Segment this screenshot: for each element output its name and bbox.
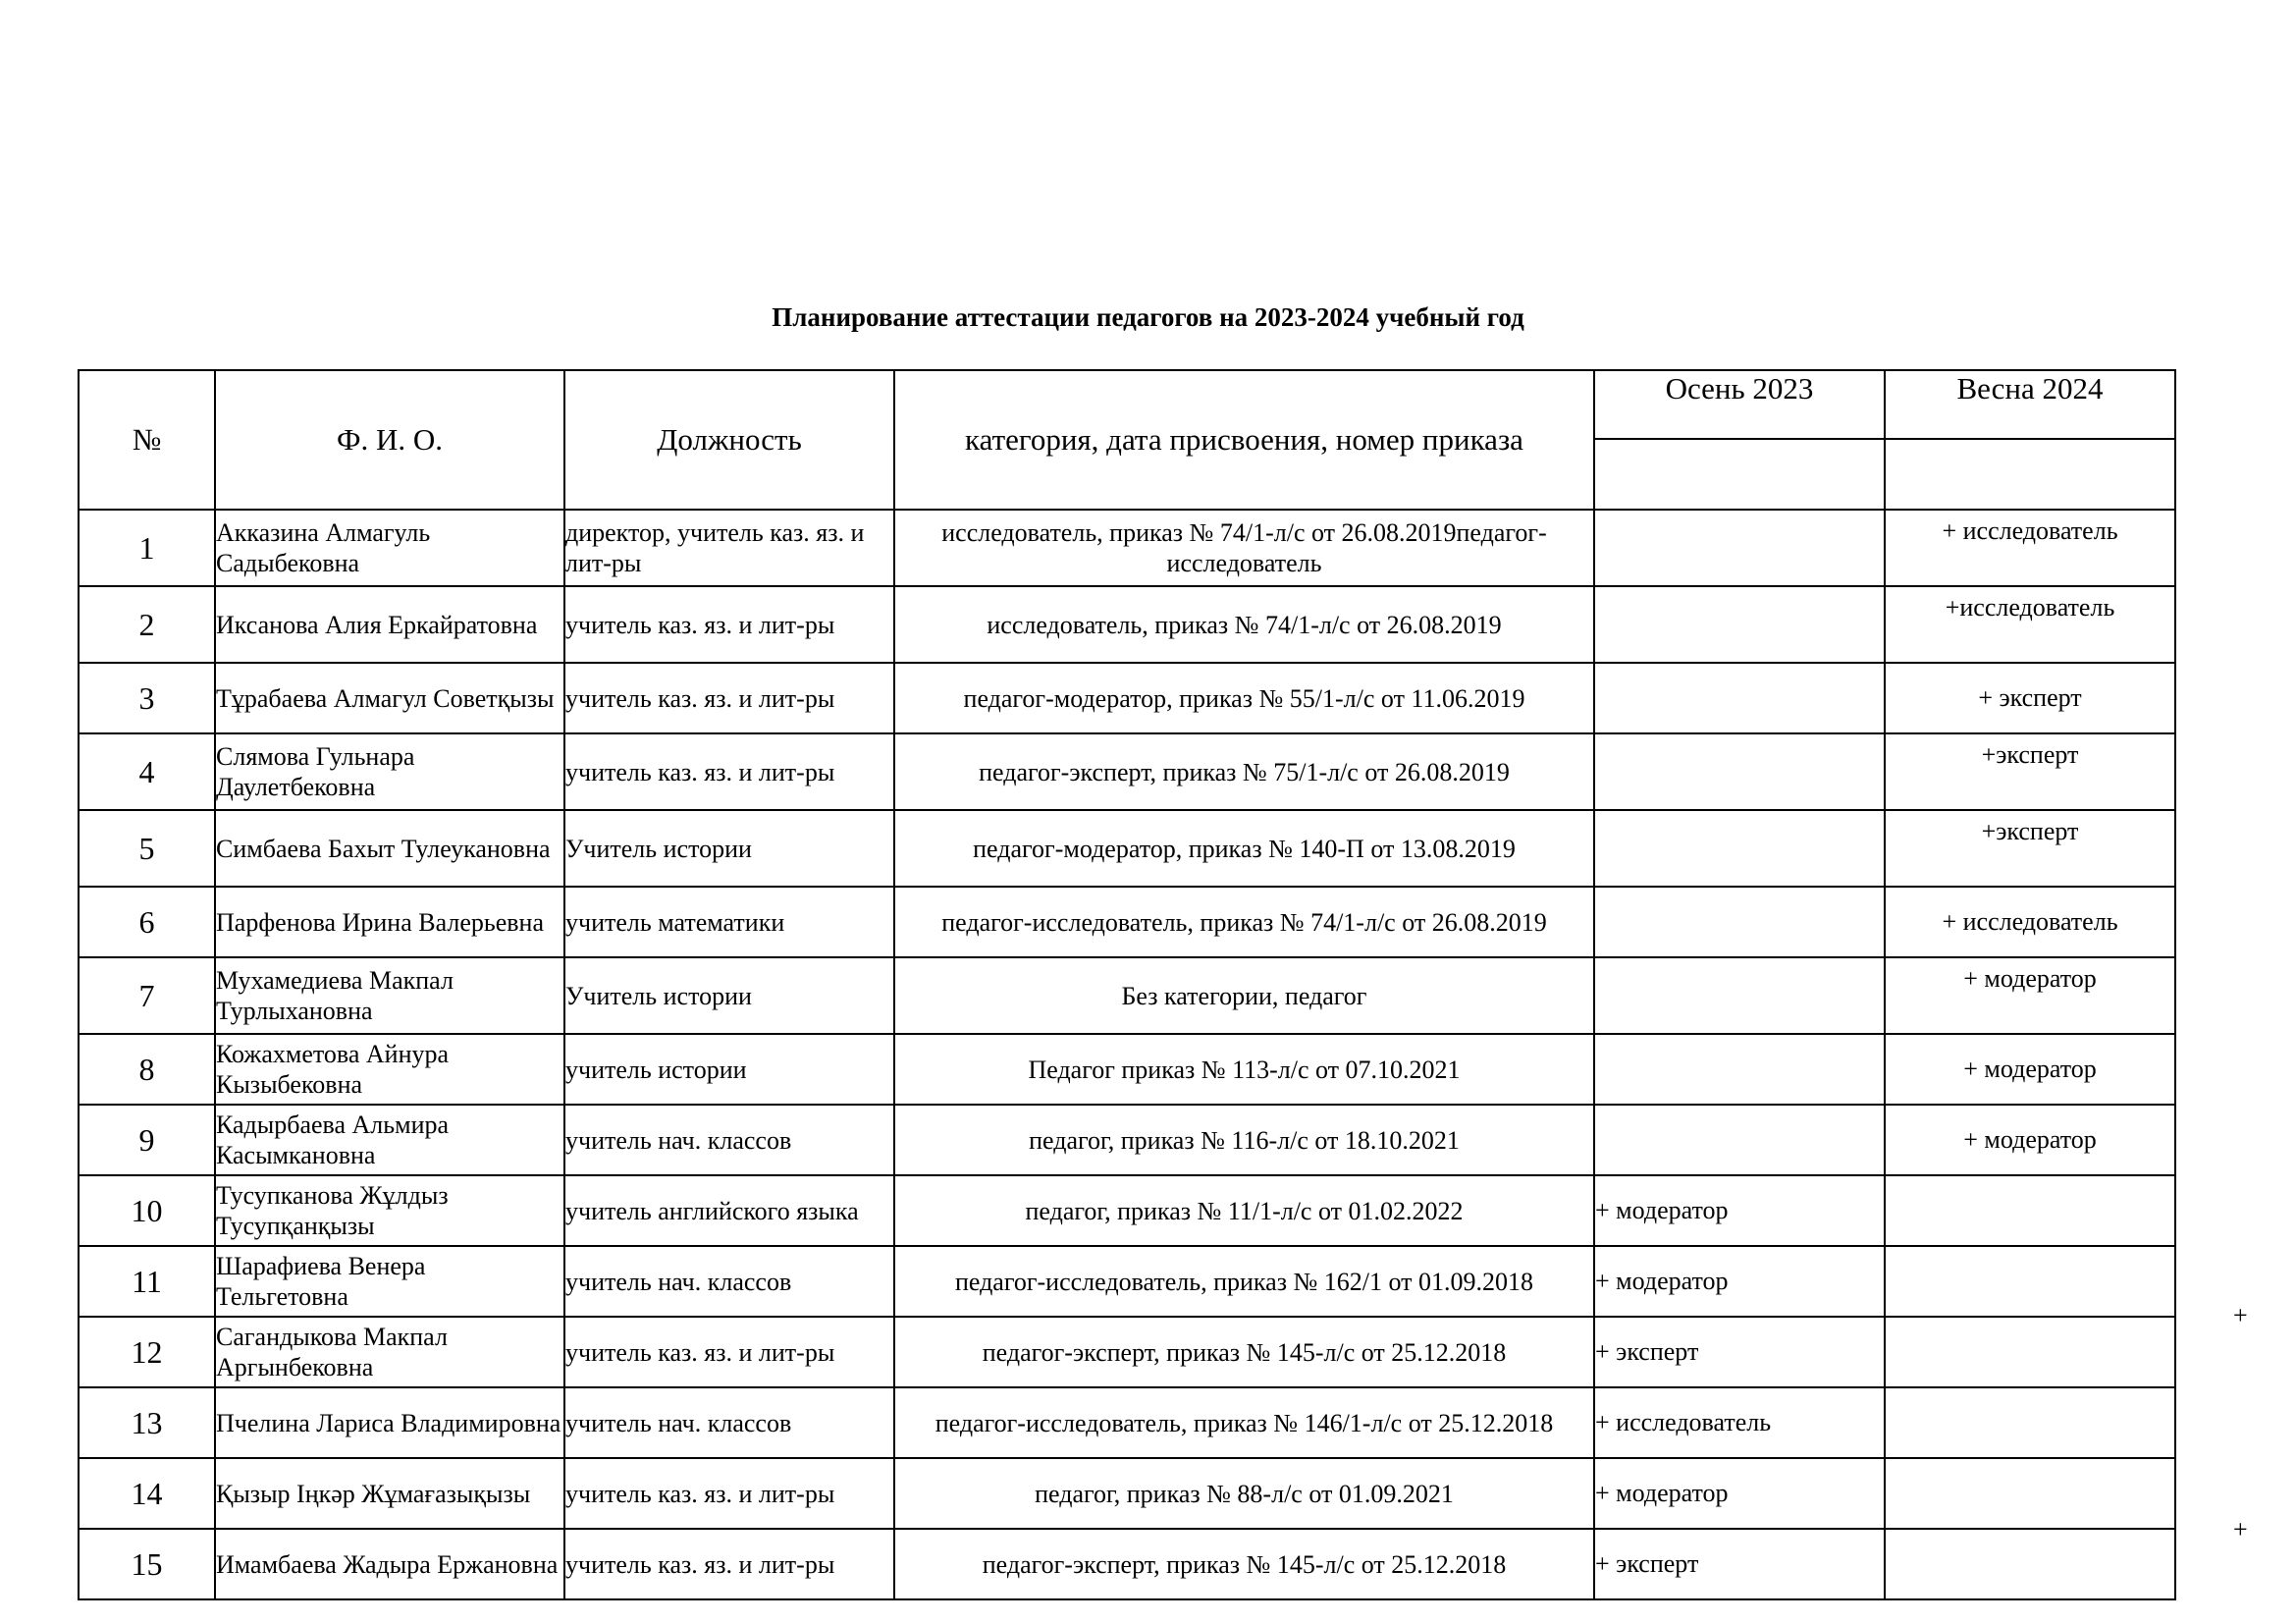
table-row (79, 1246, 2175, 1317)
cell-fio: Мухамедиева Макпал Турлыхановна (215, 957, 564, 1034)
table-row (79, 510, 2175, 586)
cell-spring: + модератор (1885, 1034, 2175, 1105)
cell-category: педагог, приказ № 11/1-л/с от 01.02.2022 (894, 1175, 1594, 1246)
cell-autumn (1594, 586, 1885, 663)
cell-autumn (1594, 957, 1885, 1034)
header-spring-sub (1885, 439, 2175, 510)
cell-fio: Пчелина Лариса Владимировна (215, 1387, 564, 1458)
cell-autumn: + модератор (1594, 1175, 1885, 1246)
header-category: категория, дата присвоения, номер приказа (894, 370, 1594, 510)
cell-position: учитель нач. классов (564, 1105, 894, 1175)
cell-spring: + модератор (1885, 957, 2175, 1034)
table-row (79, 1317, 2175, 1387)
cell-num: 13 (79, 1387, 215, 1458)
table-row (79, 1458, 2175, 1529)
cell-category: педагог, приказ № 88-л/с от 01.09.2021 (894, 1458, 1594, 1529)
cell-num: 15 (79, 1529, 215, 1599)
cell-autumn: + эксперт (1594, 1529, 1885, 1599)
attestation-table (78, 369, 2176, 1600)
cell-num: 9 (79, 1105, 215, 1175)
cell-category: педагог, приказ № 116-л/с от 18.10.2021 (894, 1105, 1594, 1175)
cell-category: педагог-модератор, приказ № 140-П от 13.08.2019 (894, 810, 1594, 887)
cell-position: учитель английского языка (564, 1175, 894, 1246)
cell-category: Без категории, педагог (894, 957, 1594, 1034)
cell-position: учитель нач. классов (564, 1387, 894, 1458)
cell-spring: + исследователь (1885, 510, 2175, 586)
cell-category: педагог-модератор, приказ № 55/1-л/с от 11.06.2019 (894, 663, 1594, 733)
cell-autumn: + исследователь (1594, 1387, 1885, 1458)
cell-fio: Сагандыкова Макпал Аргынбековна (215, 1317, 564, 1387)
page-title: Планирование аттестации педагогов на 2023-2024 учебный год (772, 302, 1524, 332)
header-spring: Весна 2024 (1885, 370, 2175, 439)
table-row (79, 887, 2175, 957)
header-fio: Ф. И. О. (215, 370, 564, 510)
cell-category: педагог-эксперт, приказ № 145-л/с от 25.12.2018 (894, 1529, 1594, 1599)
header-autumn-sub (1594, 439, 1885, 510)
cell-autumn (1594, 810, 1885, 887)
cell-spring (1885, 1458, 2175, 1529)
cell-position: Учитель истории (564, 810, 894, 887)
cell-autumn (1594, 1105, 1885, 1175)
cell-spring: +эксперт (1885, 733, 2175, 810)
cell-category: педагог-исследователь, приказ № 162/1 от 01.09.2018 (894, 1246, 1594, 1317)
cell-fio: Тұрабаева Алмагул Советқызы (215, 663, 564, 733)
table-row (79, 1529, 2175, 1599)
cell-num: 11 (79, 1246, 215, 1317)
table-row (79, 1034, 2175, 1105)
cell-category: исследователь, приказ № 74/1-л/с от 26.08.2019 (894, 586, 1594, 663)
cell-position: учитель каз. яз. и лит-ры (564, 1458, 894, 1529)
cell-position: учитель каз. яз. и лит-ры (564, 663, 894, 733)
cell-num: 10 (79, 1175, 215, 1246)
cell-fio: Шарафиева Венера Тельгетовна (215, 1246, 564, 1317)
cell-spring: + эксперт (1885, 663, 2175, 733)
cell-autumn (1594, 510, 1885, 586)
cell-spring (1885, 1246, 2175, 1317)
table-row (79, 733, 2175, 810)
cell-category: педагог-исследователь, приказ № 146/1-л/с от 25.12.2018 (894, 1387, 1594, 1458)
cell-spring (1885, 1529, 2175, 1599)
cell-autumn (1594, 733, 1885, 810)
cell-autumn: + эксперт (1594, 1317, 1885, 1387)
cell-category: исследователь, приказ № 74/1-л/с от 26.08.2019педагог-исследователь (894, 510, 1594, 586)
cell-position: учитель каз. яз. и лит-ры (564, 1529, 894, 1599)
header-num: № (79, 370, 215, 510)
cell-spring: +исследователь (1885, 586, 2175, 663)
cell-position: учитель нач. классов (564, 1246, 894, 1317)
cell-position: учитель математики (564, 887, 894, 957)
cell-position: Учитель истории (564, 957, 894, 1034)
cell-spring: + исследователь (1885, 887, 2175, 957)
cell-autumn (1594, 663, 1885, 733)
cell-spring (1885, 1175, 2175, 1246)
margin-plus-mark: + (2233, 1515, 2248, 1543)
cell-autumn (1594, 887, 1885, 957)
cell-category: педагог-эксперт, приказ № 145-л/с от 25.12.2018 (894, 1317, 1594, 1387)
cell-num: 2 (79, 586, 215, 663)
table-row (79, 586, 2175, 663)
header-position: Должность (564, 370, 894, 510)
cell-fio: Слямова Гульнара Даулетбековна (215, 733, 564, 810)
cell-num: 12 (79, 1317, 215, 1387)
cell-num: 4 (79, 733, 215, 810)
table-row (79, 810, 2175, 887)
cell-position: учитель истории (564, 1034, 894, 1105)
cell-fio: Тусупканова Жұлдыз Тусупқанқызы (215, 1175, 564, 1246)
cell-num: 5 (79, 810, 215, 887)
table-row (79, 957, 2175, 1034)
cell-fio: Қызыр Іңкәр Жұмағазықызы (215, 1458, 564, 1529)
cell-position: директор, учитель каз. яз. и лит-ры (564, 510, 894, 586)
cell-fio: Иксанова Алия Еркайратовна (215, 586, 564, 663)
cell-num: 14 (79, 1458, 215, 1529)
cell-num: 1 (79, 510, 215, 586)
table-row (79, 1387, 2175, 1458)
cell-fio: Кадырбаева Альмира Касымкановна (215, 1105, 564, 1175)
cell-fio: Кожахметова Айнура Кызыбековна (215, 1034, 564, 1105)
cell-fio: Парфенова Ирина Валерьевна (215, 887, 564, 957)
margin-plus-mark: + (2233, 1301, 2248, 1329)
cell-autumn: + модератор (1594, 1458, 1885, 1529)
cell-position: учитель каз. яз. и лит-ры (564, 733, 894, 810)
cell-category: педагог-исследователь, приказ № 74/1-л/с от 26.08.2019 (894, 887, 1594, 957)
cell-num: 7 (79, 957, 215, 1034)
cell-fio: Имамбаева Жадыра Ержановна (215, 1529, 564, 1599)
cell-position: учитель каз. яз. и лит-ры (564, 1317, 894, 1387)
cell-num: 3 (79, 663, 215, 733)
cell-autumn (1594, 1034, 1885, 1105)
cell-spring: + модератор (1885, 1105, 2175, 1175)
cell-spring: +эксперт (1885, 810, 2175, 887)
cell-category: педагог-эксперт, приказ № 75/1-л/с от 26.08.2019 (894, 733, 1594, 810)
cell-num: 6 (79, 887, 215, 957)
cell-position: учитель каз. яз. и лит-ры (564, 586, 894, 663)
cell-autumn: + модератор (1594, 1246, 1885, 1317)
cell-category: Педагог приказ № 113-л/с от 07.10.2021 (894, 1034, 1594, 1105)
cell-spring (1885, 1387, 2175, 1458)
cell-fio: Симбаева Бахыт Тулеукановна (215, 810, 564, 887)
cell-spring (1885, 1317, 2175, 1387)
cell-fio: Акказина Алмагуль Садыбековна (215, 510, 564, 586)
table-row (79, 663, 2175, 733)
table-row (79, 1105, 2175, 1175)
cell-num: 8 (79, 1034, 215, 1105)
table-row (79, 1175, 2175, 1246)
header-autumn: Осень 2023 (1594, 370, 1885, 439)
